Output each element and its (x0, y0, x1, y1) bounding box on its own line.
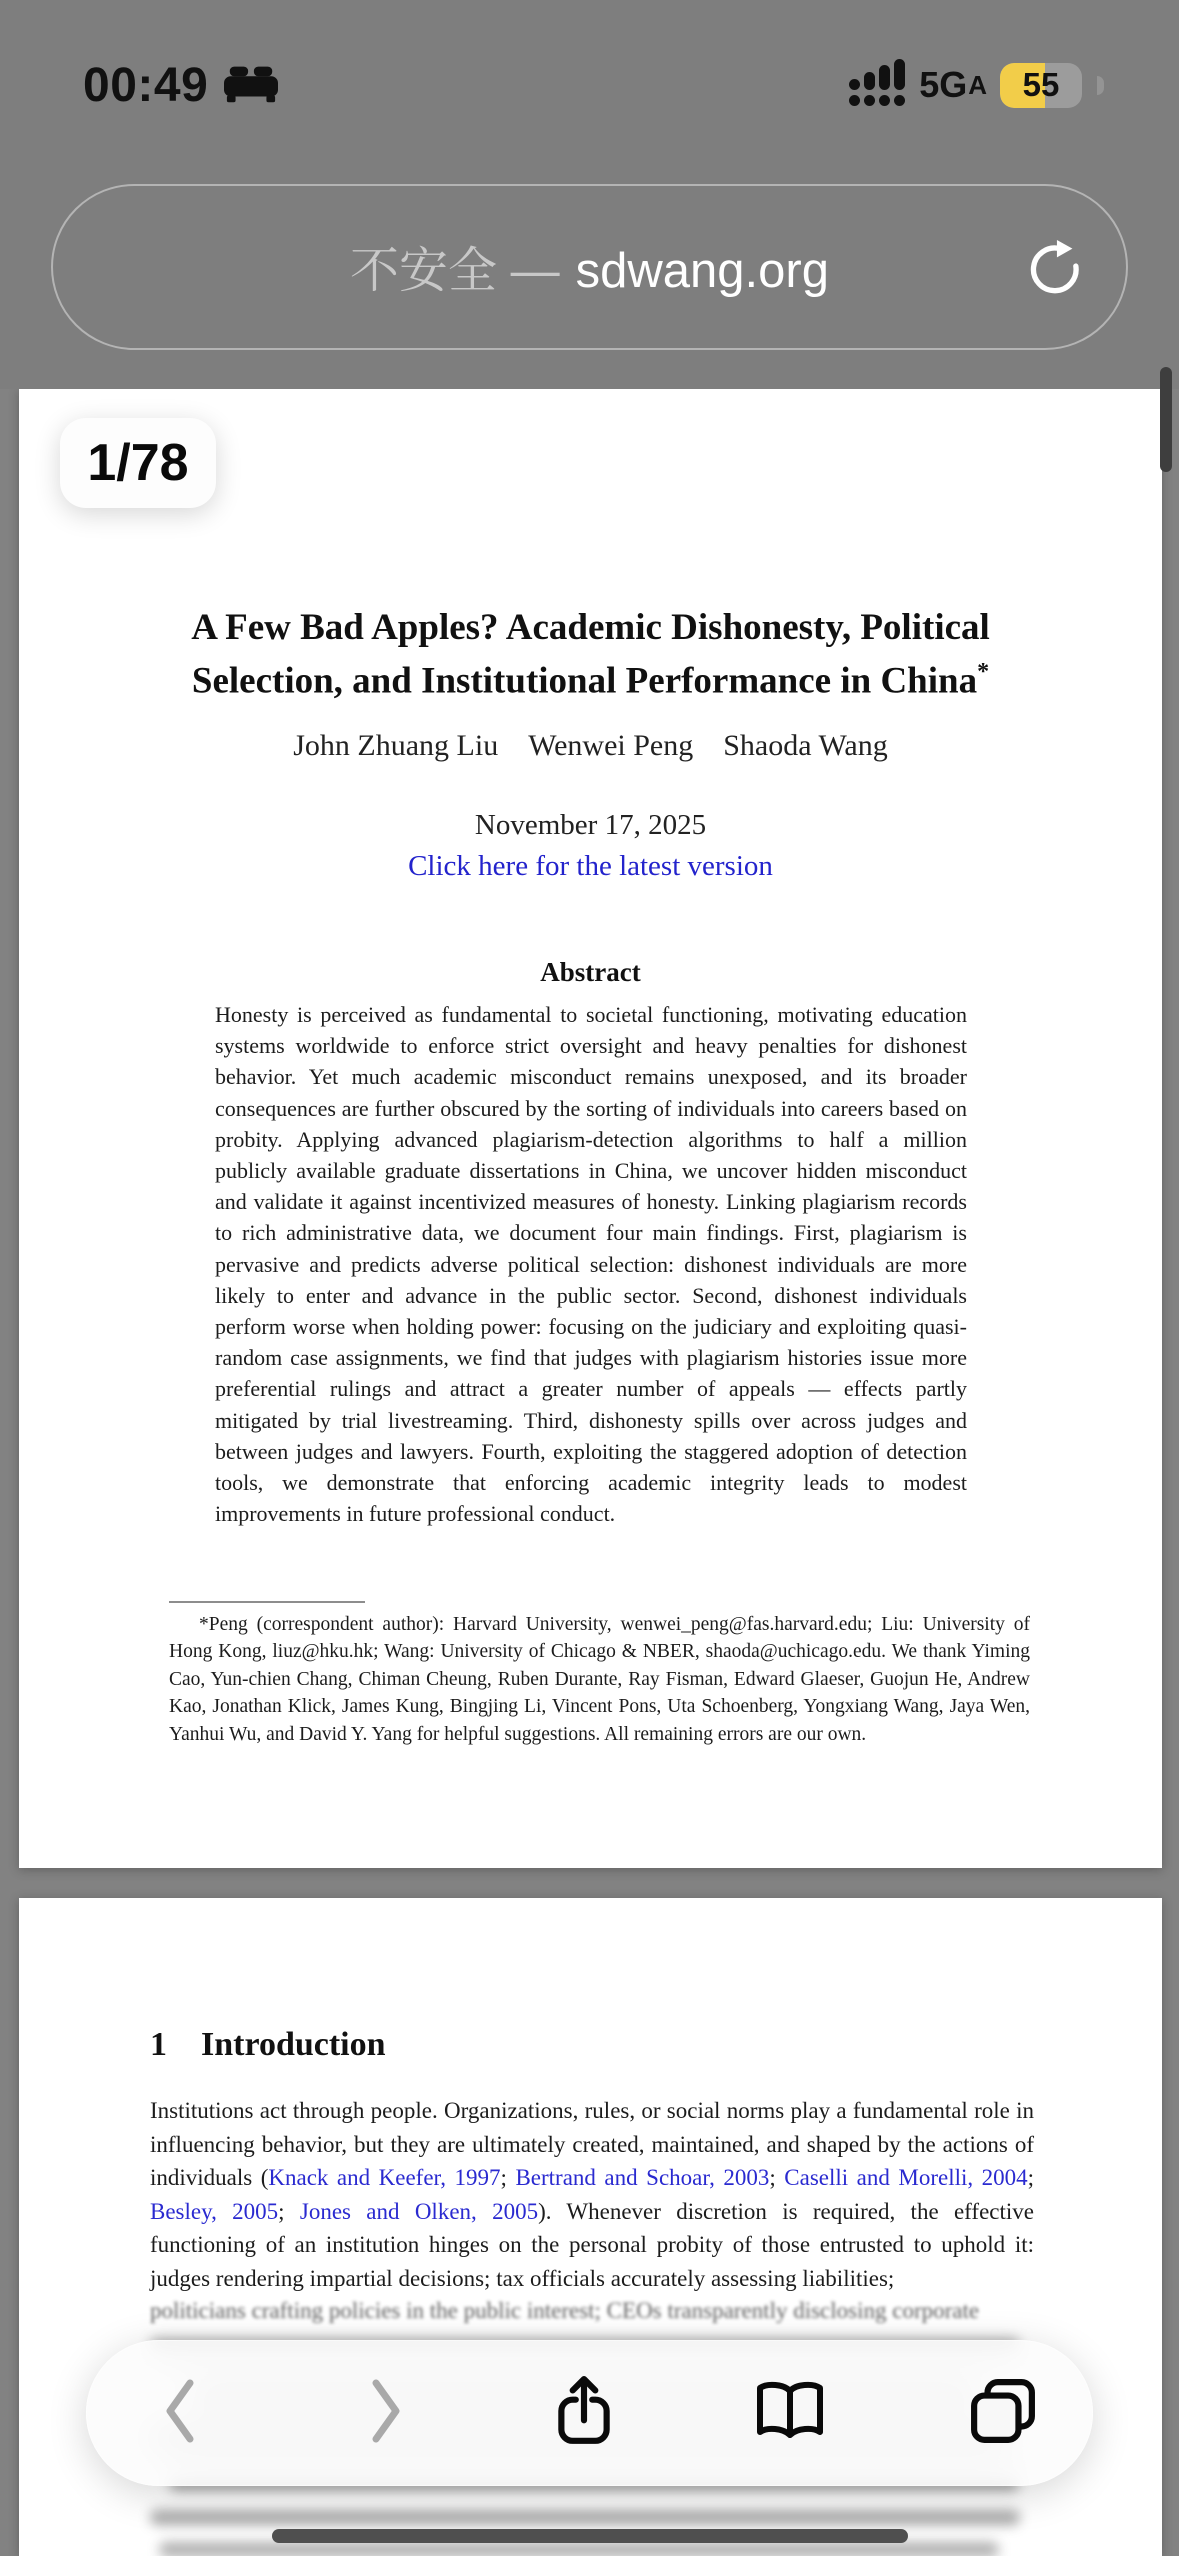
status-left-cluster (83, 58, 278, 112)
security-label: 不安全 — (350, 244, 560, 298)
citation-link[interactable]: Knack and Keefer, 1997 (268, 2165, 501, 2190)
share-button[interactable] (536, 2340, 632, 2486)
chevron-left-icon (160, 2378, 200, 2449)
footnote-rule (169, 1601, 365, 1603)
url-domain: sdwang.org (575, 244, 829, 298)
authors-line (19, 729, 1162, 763)
tabs-icon (970, 2378, 1036, 2449)
pdf-page-1 (19, 389, 1162, 1868)
author-name: Shaoda Wang (723, 729, 888, 762)
cellular-signal-icon (849, 59, 906, 111)
network-type-label: 5G A (919, 64, 987, 105)
author-name: John Zhuang Liu (293, 729, 499, 762)
intro-fading-line: politicians crafting policies in the public interest; CEOs transparently disclosing corporate (150, 2298, 980, 2323)
battery-percent: 55 (1022, 66, 1060, 103)
latest-version-link[interactable]: Click here for the latest version (408, 850, 773, 882)
section-title: Introduction (201, 2026, 386, 2063)
section-heading (150, 2026, 386, 2064)
bookmarks-button[interactable] (742, 2340, 838, 2486)
scrollbar-thumb[interactable] (1160, 367, 1172, 472)
address-bar[interactable] (51, 184, 1128, 350)
back-button[interactable] (132, 2340, 228, 2486)
tabs-button[interactable] (955, 2340, 1051, 2486)
battery-icon (1000, 63, 1082, 108)
citation-link[interactable]: Besley, 2005 (150, 2198, 279, 2224)
reload-icon[interactable] (1022, 236, 1088, 302)
footnote-text: *Peng (correspondent author): Harvard University, wenwei_peng@fas.harvard.edu; Liu: University of Hong Kong, liuz@hku.hk; Wang: University of Chicago & NBER, shaoda@uchicago.edu. We thank Yiming Cao, Yun-chien Chang, Chiman Cheung, Ruben Durante, Ray Fisman, Edward Glaeser, Guojun He, Andrew Kao, Jonathan Klick, James Kung, Bingjing Li, Vincent Pons, Uta Schoenberg, Yongxiang Wang, Jaya Wen, Yanhui Wu, and David Y. Yang for helpful suggestions. All remaining errors are our own. (169, 1614, 1030, 1745)
bed-icon (224, 63, 278, 108)
paper-title (19, 605, 1162, 703)
paper-title-line-1: A Few Bad Apples? Academic Dishonesty, Political (191, 607, 990, 648)
status-time: 00:49 (83, 58, 209, 112)
section-number: 1 (150, 2026, 167, 2063)
author-name: Wenwei Peng (528, 729, 694, 762)
intro-paragraph: Institutions act through people. Organizations, rules, or social norms play a fundamental role in influencing behavior, but they are ultimately created, maintained, and shaped by the actions of individuals (Knack and Keefer, 1997; Bertrand and Schoar, 2003; Caselli and Morelli, 2004; Besley, 2005; Jones and Olken, 2005). Whenever discretion is required, the effective functioning of an institution hinges on the personal probity of those entrusted to uphold it: judges rendering impartial decisions; tax officials accurately assessing liabilities; (150, 2098, 1035, 2291)
citation-link[interactable]: Caselli and Morelli, 2004 (784, 2165, 1028, 2190)
address-bar-text (350, 232, 829, 302)
blurred-text-line (159, 2542, 999, 2556)
citation-link[interactable]: Bertrand and Schoar, 2003 (515, 2165, 770, 2190)
status-right-cluster (849, 58, 1104, 112)
title-footnote-marker: * (977, 659, 990, 685)
page-indicator-badge: 1/78 (60, 418, 216, 508)
abstract-heading: Abstract (540, 957, 641, 987)
publication-date: November 17, 2025 (474, 809, 707, 841)
status-bar (0, 58, 1179, 112)
abstract-text: Honesty is perceived as fundamental to societal functioning, motivating education systems worldwide to enforce strict oversight and heavy penalties for dishonest behavior. Yet much academic misconduct remains unexposed, and its broader consequences are further obscured by the sorting of individuals into careers based on probity. Applying advanced plagiarism-detection algorithms to half a million publicly available graduate dissertations in China, we uncover hidden misconduct and validate it against incentivized measures of honesty. Linking plagiarism records to rich administrative data, we document four main findings. First, plagiarism is pervasive and predicts adverse political selection: dishonest individuals are more likely to enter and advance in the public sector. Second, dishonest individuals perform worse when holding power: focusing on the judiciary and exploiting quasi-random case assignments, we find that judges with plagiarism histories issue more preferential rulings and attract a greater number of appeals — effects partly mitigated by trial livestreaming. Third, dishonesty spills over across judges and between judges and lawyers. Fourth, exploiting the staggered adoption of detection tools, we demonstrate that enforcing academic integrity leads to modest improvements in future professional conduct. (215, 1002, 967, 1527)
blurred-text-line (150, 2510, 1020, 2525)
browser-bottom-toolbar (86, 2340, 1093, 2486)
home-indicator[interactable] (272, 2529, 908, 2543)
browser-top-chrome (0, 0, 1179, 389)
chevron-right-icon (366, 2378, 406, 2449)
citation-link[interactable]: Jones and Olken, 2005 (299, 2198, 539, 2224)
battery-nub (1097, 76, 1104, 95)
share-icon (551, 2375, 617, 2452)
paper-title-line-2: Selection, and Institutional Performance in China* (191, 659, 990, 702)
forward-button[interactable] (338, 2340, 434, 2486)
book-icon (753, 2378, 827, 2449)
